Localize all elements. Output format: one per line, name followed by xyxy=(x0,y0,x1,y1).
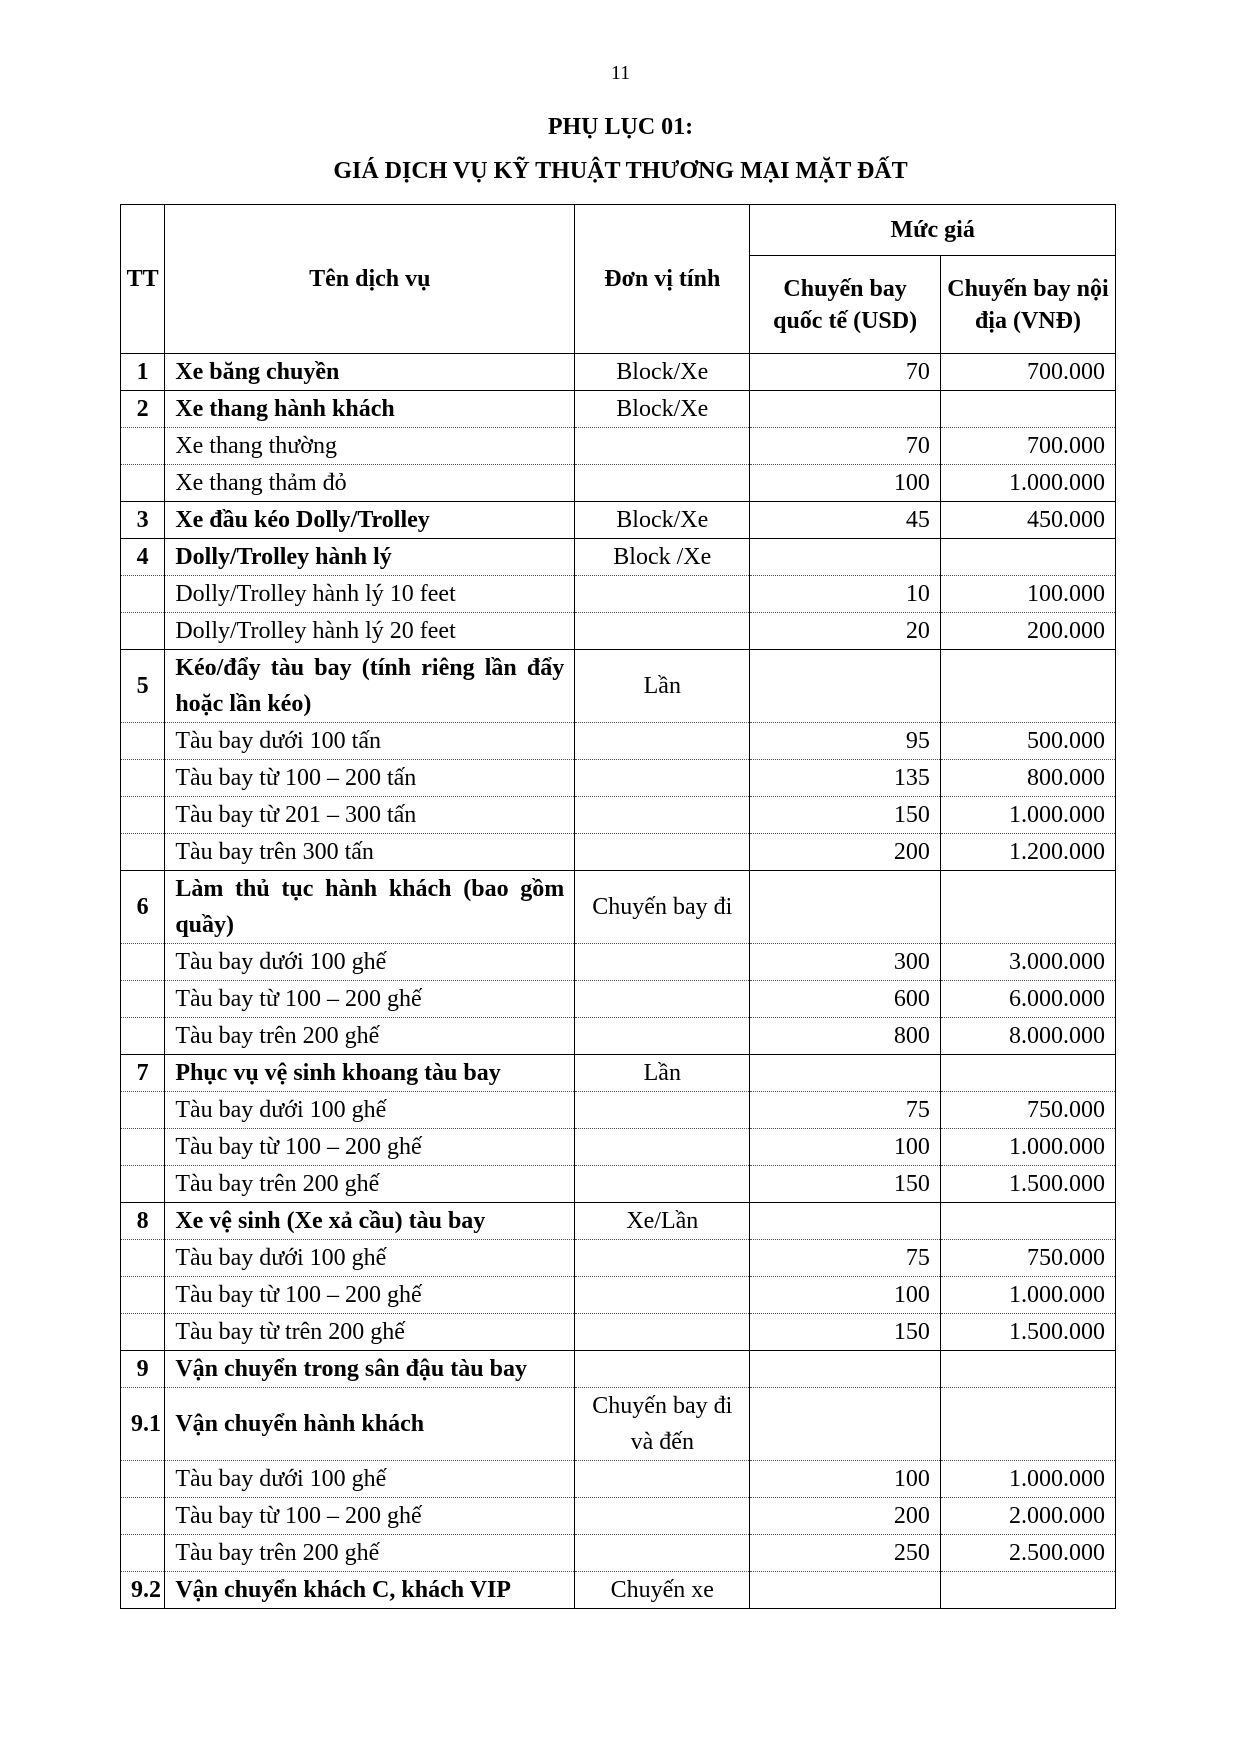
unit-cell xyxy=(575,1277,750,1314)
intl-price: 100 xyxy=(750,1277,941,1314)
intl-price: 100 xyxy=(750,465,941,502)
unit-cell xyxy=(575,1314,750,1351)
domestic-price: 700.000 xyxy=(940,354,1115,391)
service-name: Dolly/Trolley hành lý 20 feet xyxy=(165,613,575,650)
row-number: 4 xyxy=(121,539,165,576)
unit-cell: Chuyến bay đi xyxy=(575,871,750,944)
domestic-price xyxy=(940,650,1115,723)
service-name: Vận chuyển hành khách xyxy=(165,1388,575,1461)
row-number xyxy=(121,1535,165,1572)
unit-cell xyxy=(575,1092,750,1129)
row-number: 2 xyxy=(121,391,165,428)
sub-service-row xyxy=(121,1018,1116,1055)
price-table xyxy=(120,204,1116,1609)
intl-price: 20 xyxy=(750,613,941,650)
service-name: Tàu bay dưới 100 ghế xyxy=(165,1092,575,1129)
sub-service-row xyxy=(121,1535,1116,1572)
service-name: Vận chuyển khách C, khách VIP xyxy=(165,1572,575,1609)
unit-cell xyxy=(575,834,750,871)
appendix-title: PHỤ LỤC 01: xyxy=(547,114,694,140)
row-number: 6 xyxy=(121,871,165,944)
unit-cell xyxy=(575,1240,750,1277)
sub-service-row xyxy=(121,1092,1116,1129)
domestic-price: 2.000.000 xyxy=(940,1498,1115,1535)
unit-cell: Block/Xe xyxy=(575,391,750,428)
domestic-price xyxy=(940,1388,1115,1461)
header-tt: TT xyxy=(121,205,165,354)
service-name: Tàu bay trên 200 ghế xyxy=(165,1018,575,1055)
row-number xyxy=(121,1240,165,1277)
unit-cell xyxy=(575,613,750,650)
domestic-price: 1.000.000 xyxy=(940,465,1115,502)
sub-service-row xyxy=(121,1240,1116,1277)
service-name: Tàu bay dưới 100 tấn xyxy=(165,723,575,760)
domestic-price: 100.000 xyxy=(940,576,1115,613)
service-row xyxy=(121,1055,1116,1092)
row-number xyxy=(121,1166,165,1203)
row-number: 9.2 xyxy=(121,1572,165,1609)
intl-price xyxy=(750,539,941,576)
domestic-price: 3.000.000 xyxy=(940,944,1115,981)
service-name: Tàu bay từ 201 – 300 tấn xyxy=(165,797,575,834)
service-name: Dolly/Trolley hành lý 10 feet xyxy=(165,576,575,613)
domestic-price: 200.000 xyxy=(940,613,1115,650)
row-number xyxy=(121,760,165,797)
row-number xyxy=(121,1314,165,1351)
row-number xyxy=(121,834,165,871)
row-number: 8 xyxy=(121,1203,165,1240)
domestic-price: 700.000 xyxy=(940,428,1115,465)
domestic-price: 750.000 xyxy=(940,1240,1115,1277)
document-title: GIÁ DỊCH VỤ KỸ THUẬT THƯƠNG MẠI MẶT ĐẤT xyxy=(333,158,908,184)
domestic-price: 500.000 xyxy=(940,723,1115,760)
service-row xyxy=(121,502,1116,539)
intl-price: 600 xyxy=(750,981,941,1018)
sub-service-row xyxy=(121,613,1116,650)
unit-cell xyxy=(575,723,750,760)
sub-service-row xyxy=(121,576,1116,613)
row-number: 5 xyxy=(121,650,165,723)
sub-service-row xyxy=(121,1129,1116,1166)
domestic-price: 8.000.000 xyxy=(940,1018,1115,1055)
domestic-price xyxy=(940,1203,1115,1240)
intl-price xyxy=(750,1203,941,1240)
domestic-price: 1.500.000 xyxy=(940,1314,1115,1351)
row-number xyxy=(121,1277,165,1314)
unit-cell xyxy=(575,1018,750,1055)
service-name: Tàu bay trên 200 ghế xyxy=(165,1166,575,1203)
sub-service-row xyxy=(121,1166,1116,1203)
domestic-price: 1.000.000 xyxy=(940,1277,1115,1314)
row-number xyxy=(121,1461,165,1498)
domestic-price: 1.000.000 xyxy=(940,797,1115,834)
intl-price: 250 xyxy=(750,1535,941,1572)
service-name: Làm thủ tục hành khách (bao gồm quầy) xyxy=(165,871,575,944)
domestic-price xyxy=(940,1351,1115,1388)
domestic-price xyxy=(940,539,1115,576)
service-name: Xe thang thảm đỏ xyxy=(165,465,575,502)
row-number xyxy=(121,1129,165,1166)
unit-cell: Chuyến bay đi và đến xyxy=(575,1388,750,1461)
service-name: Tàu bay từ 100 – 200 ghế xyxy=(165,1498,575,1535)
domestic-price: 6.000.000 xyxy=(940,981,1115,1018)
intl-price: 70 xyxy=(750,428,941,465)
sub-service-row xyxy=(121,428,1116,465)
service-name: Tàu bay dưới 100 ghế xyxy=(165,944,575,981)
service-row xyxy=(121,871,1116,944)
intl-price: 75 xyxy=(750,1092,941,1129)
service-name: Xe băng chuyền xyxy=(165,354,575,391)
service-row xyxy=(121,1572,1116,1609)
intl-price: 150 xyxy=(750,1166,941,1203)
service-name: Tàu bay trên 200 ghế xyxy=(165,1535,575,1572)
intl-price xyxy=(750,871,941,944)
intl-price: 200 xyxy=(750,834,941,871)
service-name: Tàu bay dưới 100 ghế xyxy=(165,1461,575,1498)
sub-service-row xyxy=(121,465,1116,502)
domestic-price: 1.500.000 xyxy=(940,1166,1115,1203)
sub-service-row xyxy=(121,1314,1116,1351)
unit-cell xyxy=(575,1535,750,1572)
service-name: Tàu bay dưới 100 ghế xyxy=(165,1240,575,1277)
sub-service-row xyxy=(121,944,1116,981)
domestic-price: 750.000 xyxy=(940,1092,1115,1129)
intl-price: 100 xyxy=(750,1461,941,1498)
unit-cell xyxy=(575,1166,750,1203)
service-row xyxy=(121,354,1116,391)
row-number xyxy=(121,1092,165,1129)
service-name: Tàu bay từ trên 200 ghế xyxy=(165,1314,575,1351)
intl-price xyxy=(750,1572,941,1609)
service-name: Xe thang thường xyxy=(165,428,575,465)
domestic-price xyxy=(940,1055,1115,1092)
service-name: Phục vụ vệ sinh khoang tàu bay xyxy=(165,1055,575,1092)
sub-service-row xyxy=(121,797,1116,834)
domestic-price: 2.500.000 xyxy=(940,1535,1115,1572)
unit-cell xyxy=(575,1351,750,1388)
intl-price: 300 xyxy=(750,944,941,981)
unit-cell xyxy=(575,797,750,834)
row-number: 1 xyxy=(121,354,165,391)
unit-cell: Block/Xe xyxy=(575,354,750,391)
intl-price: 135 xyxy=(750,760,941,797)
service-name: Tàu bay từ 100 – 200 ghế xyxy=(165,981,575,1018)
row-number xyxy=(121,981,165,1018)
sub-service-row xyxy=(121,1461,1116,1498)
price-table-body xyxy=(121,354,1116,1609)
intl-price xyxy=(750,391,941,428)
row-number xyxy=(121,465,165,502)
service-row xyxy=(121,650,1116,723)
sub-service-row xyxy=(121,981,1116,1018)
row-number: 7 xyxy=(121,1055,165,1092)
unit-cell: Chuyến xe xyxy=(575,1572,750,1609)
header-domestic-price: Chuyến bay nội địa (VNĐ) xyxy=(940,256,1115,354)
service-name: Xe vệ sinh (Xe xả cầu) tàu bay xyxy=(165,1203,575,1240)
intl-price: 95 xyxy=(750,723,941,760)
unit-cell: Block/Xe xyxy=(575,502,750,539)
service-name: Tàu bay từ 100 – 200 ghế xyxy=(165,1277,575,1314)
sub-service-row xyxy=(121,834,1116,871)
header-price-group: Mức giá xyxy=(750,205,1116,256)
domestic-price: 800.000 xyxy=(940,760,1115,797)
row-number xyxy=(121,1498,165,1535)
sub-service-row xyxy=(121,1498,1116,1535)
intl-price: 75 xyxy=(750,1240,941,1277)
intl-price xyxy=(750,1351,941,1388)
service-name: Kéo/đẩy tàu bay (tính riêng lần đẩy hoặc lần kéo) xyxy=(165,650,575,723)
row-number xyxy=(121,613,165,650)
unit-cell: Xe/Lần xyxy=(575,1203,750,1240)
intl-price: 200 xyxy=(750,1498,941,1535)
domestic-price: 1.000.000 xyxy=(940,1129,1115,1166)
domestic-price xyxy=(940,871,1115,944)
unit-cell xyxy=(575,1129,750,1166)
row-number xyxy=(121,428,165,465)
service-row xyxy=(121,539,1116,576)
row-number xyxy=(121,576,165,613)
row-number xyxy=(121,723,165,760)
row-number xyxy=(121,797,165,834)
unit-cell: Lần xyxy=(575,650,750,723)
domestic-price: 1.200.000 xyxy=(940,834,1115,871)
row-number: 9.1 xyxy=(121,1388,165,1461)
domestic-price: 1.000.000 xyxy=(940,1461,1115,1498)
service-name: Tàu bay từ 100 – 200 ghế xyxy=(165,1129,575,1166)
row-number: 3 xyxy=(121,502,165,539)
unit-cell xyxy=(575,981,750,1018)
domestic-price xyxy=(940,1572,1115,1609)
domestic-price: 450.000 xyxy=(940,502,1115,539)
service-name: Tàu bay từ 100 – 200 tấn xyxy=(165,760,575,797)
sub-service-row xyxy=(121,723,1116,760)
service-name: Xe đầu kéo Dolly/Trolley xyxy=(165,502,575,539)
service-name: Xe thang hành khách xyxy=(165,391,575,428)
intl-price: 100 xyxy=(750,1129,941,1166)
unit-cell: Block /Xe xyxy=(575,539,750,576)
sub-service-row xyxy=(121,1277,1116,1314)
row-number: 9 xyxy=(121,1351,165,1388)
unit-cell: Lần xyxy=(575,1055,750,1092)
unit-cell xyxy=(575,760,750,797)
service-name: Tàu bay trên 300 tấn xyxy=(165,834,575,871)
unit-cell xyxy=(575,465,750,502)
intl-price xyxy=(750,1055,941,1092)
header-intl-price: Chuyến bay quốc tế (USD) xyxy=(750,256,941,354)
row-number xyxy=(121,1018,165,1055)
service-row xyxy=(121,1351,1116,1388)
unit-cell xyxy=(575,944,750,981)
intl-price: 150 xyxy=(750,797,941,834)
domestic-price xyxy=(940,391,1115,428)
intl-price: 45 xyxy=(750,502,941,539)
unit-cell xyxy=(575,1461,750,1498)
page-number: 11 xyxy=(610,62,631,84)
intl-price xyxy=(750,650,941,723)
intl-price: 800 xyxy=(750,1018,941,1055)
header-service-name: Tên dịch vụ xyxy=(165,205,575,354)
unit-cell xyxy=(575,1498,750,1535)
service-name: Dolly/Trolley hành lý xyxy=(165,539,575,576)
service-row xyxy=(121,391,1116,428)
sub-service-row xyxy=(121,760,1116,797)
unit-cell xyxy=(575,428,750,465)
intl-price xyxy=(750,1388,941,1461)
service-row xyxy=(121,1203,1116,1240)
intl-price: 150 xyxy=(750,1314,941,1351)
service-row xyxy=(121,1388,1116,1461)
intl-price: 70 xyxy=(750,354,941,391)
header-unit: Đơn vị tính xyxy=(575,205,750,354)
intl-price: 10 xyxy=(750,576,941,613)
unit-cell xyxy=(575,576,750,613)
row-number xyxy=(121,944,165,981)
service-name: Vận chuyển trong sân đậu tàu bay xyxy=(165,1351,575,1388)
